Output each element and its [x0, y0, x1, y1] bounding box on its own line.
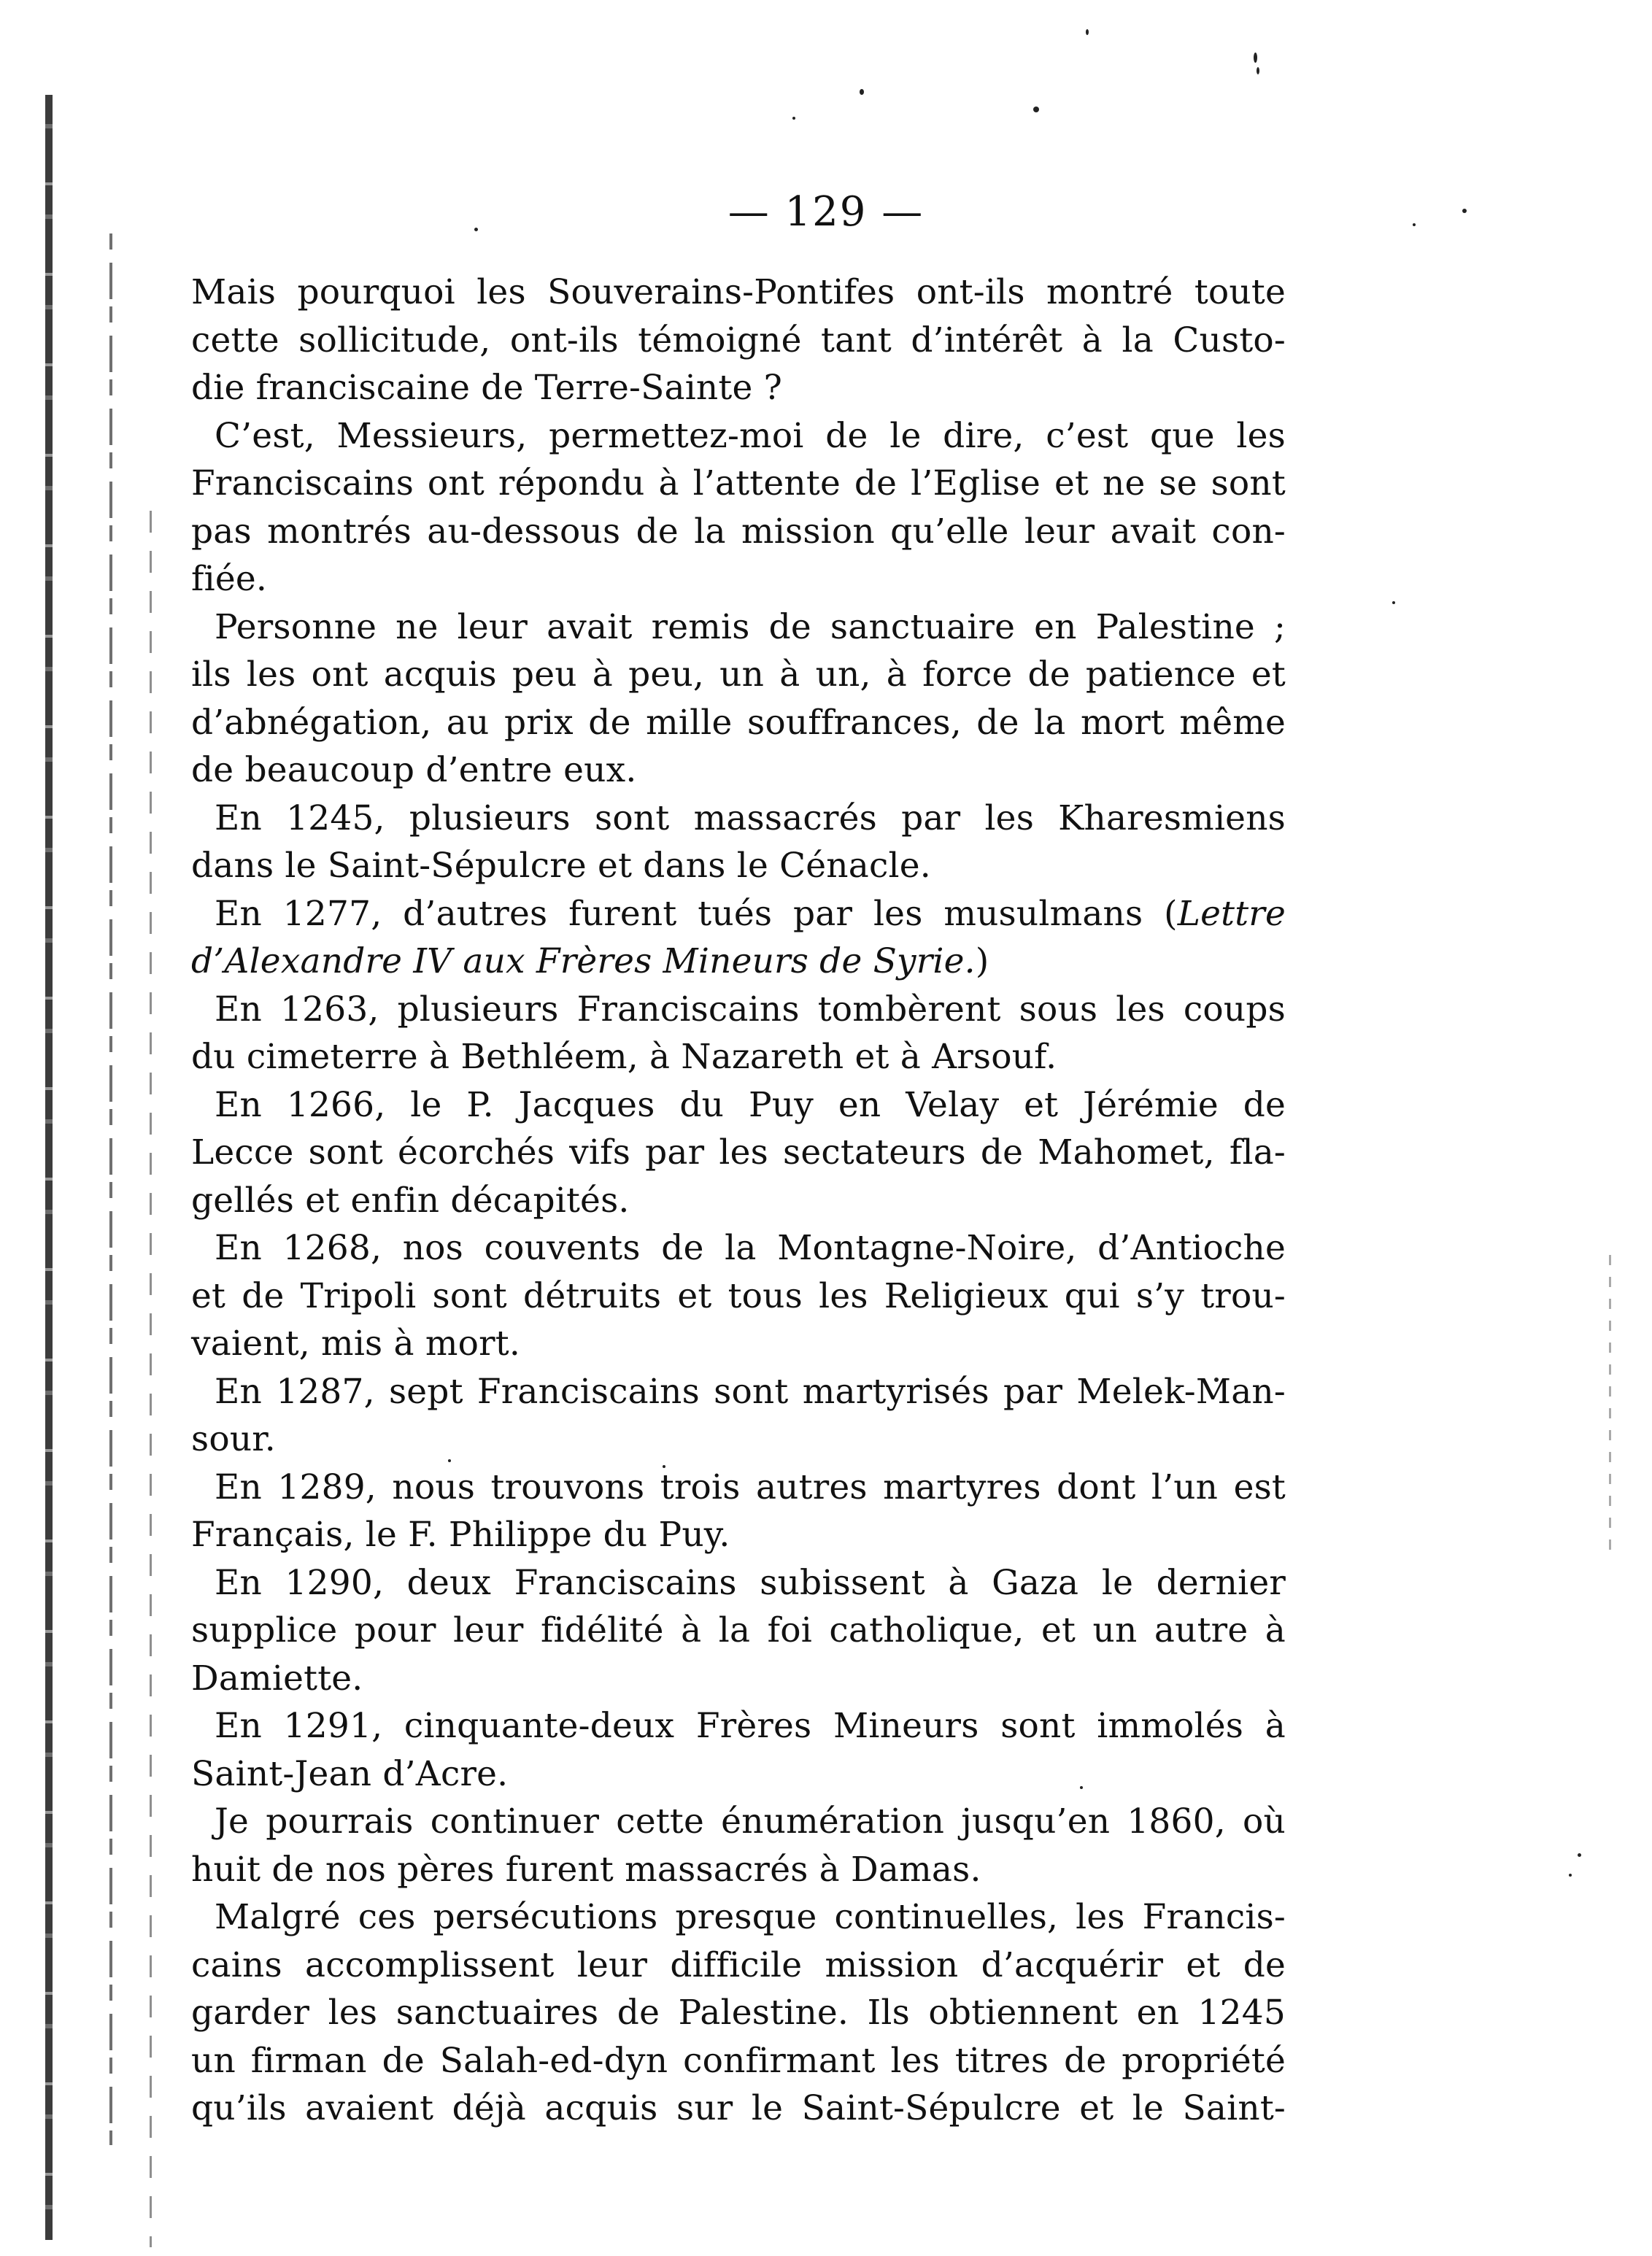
text-line: Damiette.: [191, 1658, 363, 1699]
text-line: C’est, Messieurs, permettez-moi de le dire, c’est que les: [215, 415, 1286, 456]
text-line: Lecce sont écorchés vifs par les sectateurs de Mahomet, fla-: [191, 1132, 1286, 1173]
page-number: — 129 —: [727, 188, 925, 236]
text-line: dans le Saint-Sépulcre et dans le Cénacle.: [191, 846, 931, 886]
text-line: die franciscaine de Terre-Sainte ?: [191, 368, 783, 408]
text-line: En 1266, le P. Jacques du Puy en Velay et Jérémie de: [215, 1084, 1286, 1125]
text-line: En 1289, nous trouvons trois autres martyres dont l’un est: [215, 1467, 1286, 1507]
text-line: Saint-Jean d’Acre.: [191, 1753, 509, 1794]
scan-speck: [1569, 1874, 1572, 1877]
scan-speck: [792, 117, 795, 120]
text-line: supplice pour leur fidélité à la foi catholique, et un autre à: [191, 1610, 1286, 1650]
scan-speck: [1578, 1853, 1581, 1857]
scan-speck: [1086, 29, 1089, 35]
text-line: ils les ont acquis peu à peu, un à un, à force de patience et: [191, 654, 1286, 695]
text-line: de beaucoup d’entre eux.: [191, 750, 637, 790]
right-margin-marks: [1609, 1255, 1611, 1561]
text-line: Franciscains ont répondu à l’attente de l’Eglise et ne se sont: [191, 463, 1286, 503]
scan-speck: [1257, 67, 1259, 74]
text-line: qu’ils avaient déjà acquis sur le Saint-Sépulcre et le Saint-: [191, 2088, 1286, 2128]
text-line: Français, le F. Philippe du Puy.: [191, 1515, 730, 1555]
text-line: En 1263, plusieurs Franciscains tombèrent sous les coups: [215, 989, 1286, 1030]
text-line: En 1287, sept Franciscains sont martyrisés par Melek-Man-: [215, 1371, 1286, 1412]
text-line: En 1290, deux Franciscains subissent à Gaza le dernier: [215, 1562, 1286, 1603]
text-line: En 1245, plusieurs sont massacrés par les Kharesmiens: [215, 797, 1286, 838]
binding-edge-shadow: [45, 95, 53, 2240]
scan-speck: [1254, 53, 1257, 63]
text-line: sour.: [191, 1419, 276, 1459]
scan-speck: [860, 89, 864, 95]
text-run: ): [975, 941, 989, 981]
text-run: En 1277, d’autres furent tués par les musulmans (: [215, 893, 1178, 934]
text-line: et de Tripoli sont détruits et tous les Religieux qui s’y trou-: [191, 1275, 1286, 1316]
text-line: En 1291, cinquante-deux Frères Mineurs sont immolés à: [215, 1706, 1286, 1746]
italic-citation: d’Alexandre IV aux Frères Mineurs de Syrie.: [191, 941, 976, 981]
text-line: huit de nos pères furent massacrés à Damas.: [191, 1849, 981, 1890]
binding-edge-mark: [109, 233, 112, 2145]
italic-citation: Lettre: [1177, 893, 1286, 934]
scan-speck: [1033, 107, 1039, 112]
text-line: pas montrés au-dessous de la mission qu’elle leur avait con-: [191, 511, 1286, 552]
scan-speck: [1392, 601, 1395, 604]
text-line: [191, 890, 1286, 938]
body-text: [191, 269, 1286, 2133]
text-line: garder les sanctuaires de Palestine. Ils obtiennent en 1245: [191, 1993, 1286, 2033]
text-line: Je pourrais continuer cette énumération jusqu’en 1860, où: [215, 1801, 1286, 1842]
text-line: cains accomplissent leur difficile mission d’acquérir et de: [191, 1944, 1286, 1985]
text-line: un firman de Salah-ed-dyn confirmant les titres de propriété: [191, 2040, 1286, 2081]
text-line: fiée.: [191, 559, 267, 599]
binding-edge-mark-inner: [150, 511, 152, 2247]
text-line: [191, 938, 1286, 986]
text-line: Malgré ces persécutions presque continuelles, les Francis-: [215, 1897, 1286, 1937]
text-line: du cimeterre à Bethléem, à Nazareth et à Arsouf.: [191, 1037, 1057, 1077]
text-line: vaient, mis à mort.: [191, 1324, 521, 1364]
text-line: Mais pourquoi les Souverains-Pontifes ont-ils montré toute: [191, 272, 1286, 312]
text-line: d’abnégation, au prix de mille souffrances, de la mort même: [191, 702, 1286, 743]
text-line: En 1268, nos couvents de la Montagne-Noire, d’Antioche: [215, 1228, 1286, 1268]
text-line: gellés et enfin décapités.: [191, 1180, 630, 1221]
text-line: cette sollicitude, ont-ils témoigné tant d’intérêt à la Custo-: [191, 320, 1286, 360]
text-line: Personne ne leur avait remis de sanctuaire en Palestine ;: [215, 606, 1286, 647]
